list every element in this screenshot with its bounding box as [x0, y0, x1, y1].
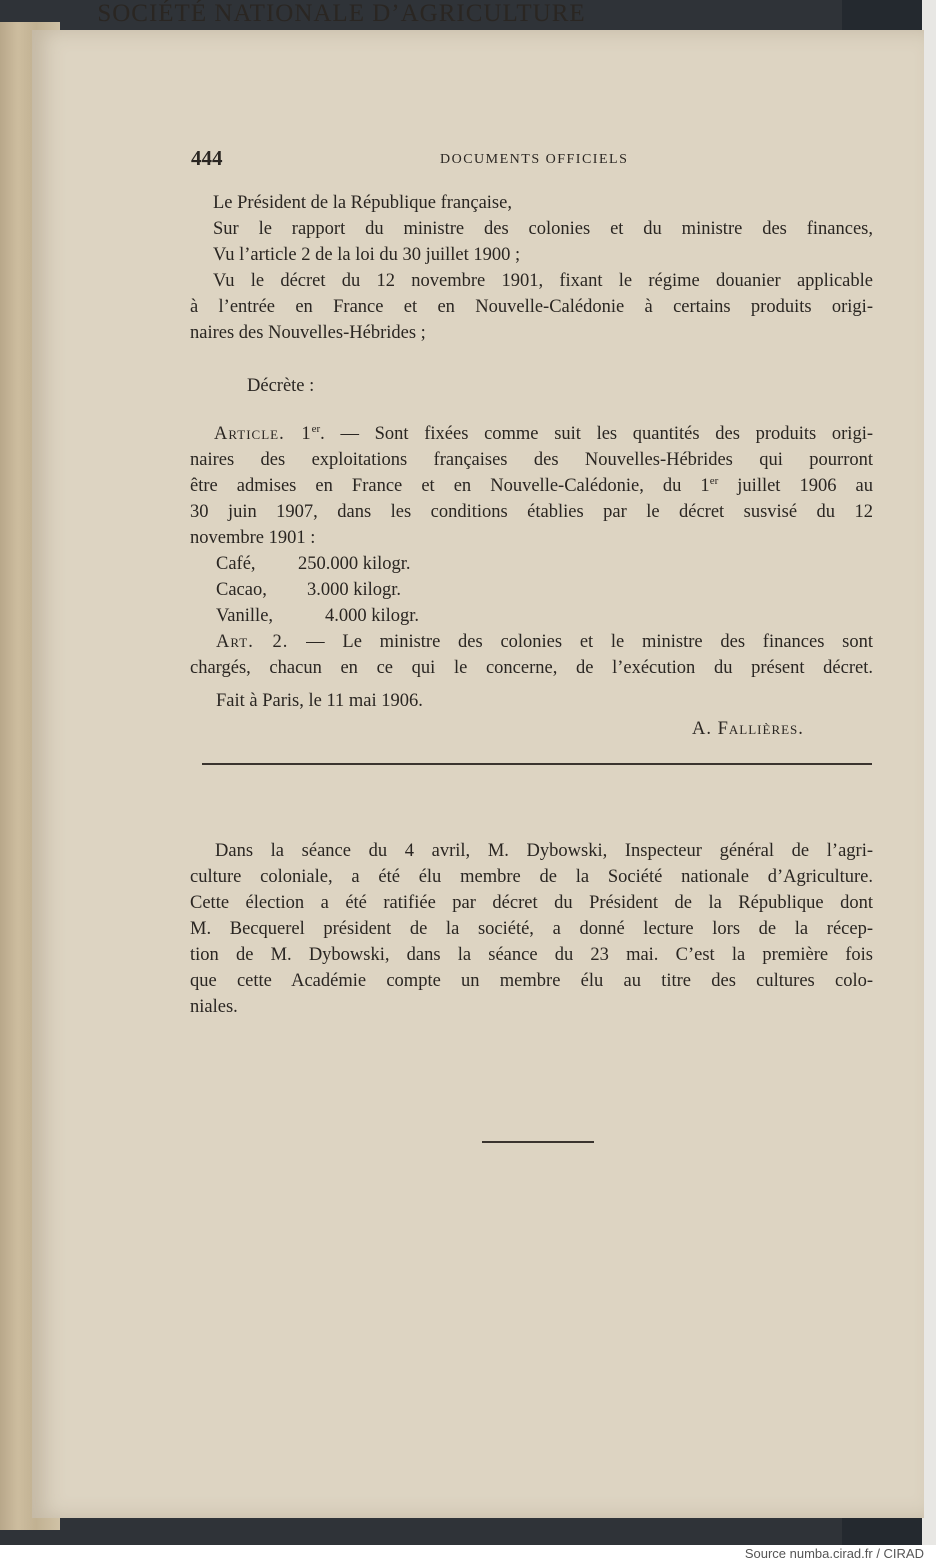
article-1-line: novembre 1901 : — [190, 528, 316, 548]
page-number: 444 — [191, 146, 223, 170]
section-divider — [202, 763, 872, 765]
society-line: niales. — [190, 997, 238, 1017]
quantity-product: Cacao, — [216, 580, 267, 600]
article-2-text: — Le ministre des colonies et le ministre des finances sont — [288, 632, 873, 652]
quantity-amount: 4.000 kilogr. — [325, 606, 420, 626]
done-at-line: Fait à Paris, le 11 mai 1906. — [216, 691, 423, 711]
society-line: M. Becquerel président de la société, a donné lecture lors de la récep- — [190, 919, 873, 939]
article-1-first-line — [214, 424, 873, 445]
article-1-line: 30 juin 1907, dans les conditions établies par le décret susvisé du 12 — [190, 502, 873, 522]
decree-line: Vu l’article 2 de la loi du 30 juillet 1900 ; — [213, 245, 521, 265]
decrete-heading: Décrète : — [247, 376, 315, 396]
society-line: culture coloniale, a été élu membre de la Société nationale d’Agriculture. — [190, 867, 873, 887]
article-1-line3-a: être admises en France et en Nouvelle-Calédonie, du 1 — [190, 476, 710, 496]
end-rule — [482, 1141, 594, 1143]
decree-line: Vu le décret du 12 novembre 1901, fixant le régime douanier applicable — [213, 271, 873, 291]
article-2-label: Art. 2. — [216, 632, 289, 652]
quantity-amount: 3.000 kilogr. — [307, 580, 402, 600]
quantity-amount: 250.000 kilogr. — [298, 554, 411, 574]
article-1-sup: er — [311, 423, 321, 435]
article-1-line3-b: juillet 1906 au — [718, 476, 874, 496]
society-line: Cette élection a été ratifiée par décret du Président de la République dont — [190, 893, 873, 913]
article-1-line — [190, 476, 873, 497]
running-title: DOCUMENTS OFFICIELS — [440, 152, 629, 167]
section-title: SOCIÉTÉ NATIONALE D’AGRICULTURE — [97, 0, 586, 27]
society-line: tion de M. Dybowski, dans la séance du 23 mai. C’est la première fois — [190, 945, 873, 965]
article-1-text: . — Sont fixées comme suit les quantités des produits origi- — [320, 424, 873, 444]
article-1-line3-sup: er — [709, 475, 719, 487]
decree-line: Le Président de la République française, — [213, 193, 512, 213]
quantity-product: Vanille, — [216, 606, 274, 626]
decree-line: à l’entrée en France et en Nouvelle-Calédonie à certains produits origi- — [190, 297, 873, 317]
article-1-label: Article. 1 — [214, 424, 312, 444]
decree-line: Sur le rapport du ministre des colonies et du ministre des finances, — [213, 219, 873, 239]
society-line: que cette Académie compte un membre élu au titre des cultures colo- — [190, 971, 873, 991]
society-line: Dans la séance du 4 avril, M. Dybowski, Inspecteur général de l’agri- — [215, 841, 873, 861]
source-credit: Source numba.cirad.fr / CIRAD — [744, 1546, 924, 1561]
article-2-line: chargés, chacun en ce qui le concerne, de l’exécution du présent décret. — [190, 658, 873, 678]
quantity-product: Café, — [216, 554, 256, 574]
article-1-line: naires des exploitations françaises des Nouvelles-Hébrides qui pourront — [190, 450, 873, 470]
signature: A. Fallières. — [692, 719, 804, 739]
decree-line: naires des Nouvelles-Hébrides ; — [190, 323, 426, 343]
article-2-first-line — [216, 632, 873, 653]
